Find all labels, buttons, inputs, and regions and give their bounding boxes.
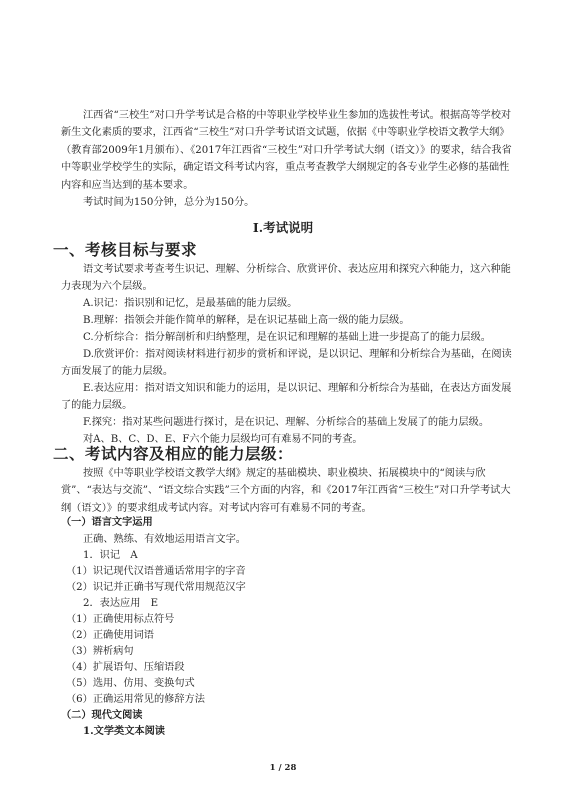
level-b: B.理解：指领会并能作简单的解释，是在识记基础上高一级的能力层级。	[83, 315, 410, 326]
sub1-g2-item3: （3）辨析病句	[66, 646, 134, 657]
level-f: F.探究：指对某些问题进行探讨，是在识记、理解、分析综合的基础上发展了的能力层级。	[83, 417, 490, 428]
sub1-group2: 2．表达应用 E	[83, 598, 159, 609]
level-a: A.识记：指识别和记忆，是最基础的能力层级。	[83, 298, 298, 309]
intro-paragraph: 江西省“三校生”对口升学考试是合格的中等职业学校毕业生参加的选拔性考试。根据高等学校对新生文化素质的要求，江西省“三校生”对口升学考试语文试题，依据《中等职业学校语文教学大纲》（教育部2009年1月颁布）、《2017年江西省“三校生”对口升学考试大纲（语文）》的要求，结合我省中等职业学校学生的实际，确定语文科考试内容，重点考查教学大纲规定的各专业学生必修的基础性内容和应当达到的基本要求。	[61, 110, 512, 191]
sub2-item1: 1.文学类文本阅读	[83, 725, 165, 737]
section-title: I.考试说明	[252, 220, 314, 235]
level-closing: 对A、B、C、D、E、F六个能力层级均可有难易不同的考查。	[83, 434, 363, 445]
sub1-g2-item6: （6）正确运用常见的修辞方法	[66, 694, 205, 705]
sub1-heading: （一）语言文字运用	[61, 516, 153, 528]
sub1-g1-item2: （2）识记并正确书写现代常用规范汉字	[66, 582, 246, 593]
sub1-g1-item1: （1）识记现代汉语普通话常用字的字音	[66, 566, 246, 577]
page-number: 1 / 28	[269, 763, 297, 773]
sub1-g2-item4: （4）扩展语句、压缩语段	[66, 662, 185, 673]
sub1-desc: 正确、熟练、有效地运用语言文字。	[83, 534, 246, 545]
part2-heading: 二、考试内容及相应的能力层级：	[53, 445, 294, 463]
sub1-group1: 1．识记 A	[83, 550, 138, 561]
exam-duration-paragraph: 考试时间为150分钟，总分为150分。	[83, 197, 255, 208]
sub2-heading: （二）现代文阅读	[61, 709, 143, 721]
level-e: E.表达应用：指对语文知识和能力的运用，是以识记、理解和分析综合为基础，在表达方面发展了的能力层级。	[61, 383, 512, 412]
sub1-g2-item5: （5）选用、仿用、变换句式	[66, 678, 195, 689]
level-d: D.欣赏评价：指对阅读材料进行初步的赏析和评说，是以识记、理解和分析综合为基础，在阅读方面发展了的能力层级。	[61, 349, 512, 378]
sub1-g2-item1: （1）正确使用标点符号	[66, 614, 175, 625]
part1-lead: 语文考试要求考查考生识记、理解、分析综合、欣赏评价、表达应用和探究六种能力，这六种能力表现为六个层级。	[61, 264, 511, 293]
part2-lead: 按照《中等职业学校语文教学大纲》规定的基础模块、职业模块、拓展模块中的“阅读与欣赏”、“表达与交流”、“语文综合实践”三个方面的内容，和《2017年江西省“三校生”对口升学考试大纲（语文）》的要求组成考试内容。对考试内容可有难易不同的考查。	[61, 468, 511, 514]
sub1-g2-item2: （2）正确使用词语	[66, 630, 154, 641]
level-c: C.分析综合：指分解剖析和归纳整理，是在识记和理解的基础上进一步提高了的能力层级。	[83, 332, 491, 343]
part1-heading: 一、考核目标与要求	[53, 241, 198, 259]
